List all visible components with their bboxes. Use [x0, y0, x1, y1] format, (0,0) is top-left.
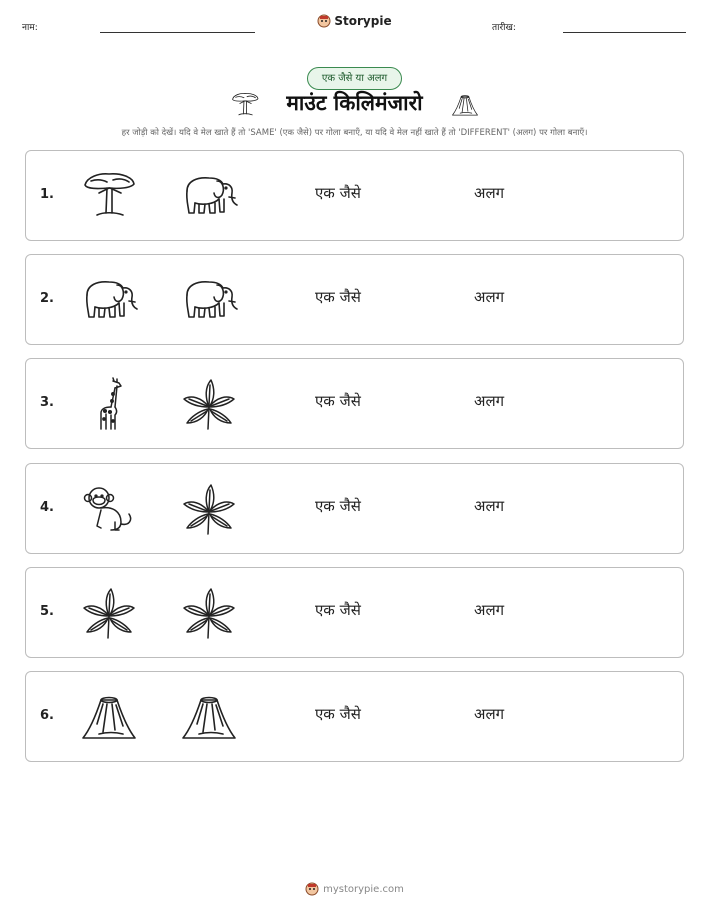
volcano-icon [179, 690, 239, 744]
footer [0, 882, 709, 896]
banana-plant-icon [79, 586, 139, 640]
volcano-icon [79, 690, 139, 744]
banana-plant-icon [179, 586, 239, 640]
different-option[interactable]: अलग [474, 497, 505, 515]
row-number: 4. [40, 500, 54, 515]
same-option[interactable]: एक जैसे [315, 497, 361, 515]
pair-row-3 [25, 358, 684, 449]
row-number: 5. [40, 604, 54, 619]
volcano-icon [450, 92, 480, 118]
same-option[interactable]: एक जैसे [315, 288, 361, 306]
elephant-icon [179, 169, 239, 223]
pair-row-6 [25, 671, 684, 762]
name-label: नाम: [22, 23, 38, 33]
instructions: हर जोड़ी को देखें। यदि वे मेल खाते हैं तो 'SAME' (एक जैसे) पर गोला बनाएँ, या यदि वे मेल नहीं खाते हैं तो 'DIFFERENT' (अलग) पर गोला बनाएँ। [121, 128, 588, 138]
acacia-tree-icon [79, 169, 139, 223]
pair-row-4 [25, 463, 684, 554]
topic-pill: एक जैसे या अलग [307, 67, 402, 90]
different-option[interactable]: अलग [474, 392, 505, 410]
row-number: 6. [40, 708, 54, 723]
date-line[interactable] [563, 32, 686, 33]
same-option[interactable]: एक जैसे [315, 601, 361, 619]
elephant-icon [179, 273, 239, 327]
different-option[interactable]: अलग [474, 601, 505, 619]
row-number: 1. [40, 187, 54, 202]
brand-logo [0, 14, 709, 28]
brand-name: Storypie [334, 14, 392, 28]
pair-row-1 [25, 150, 684, 241]
banana-plant-icon [179, 377, 239, 431]
name-line[interactable] [100, 32, 255, 33]
date-label: तारीख: [492, 23, 516, 33]
different-option[interactable]: अलग [474, 184, 505, 202]
page-title: माउंट किलिमंजारो [286, 91, 423, 115]
monkey-icon [79, 482, 139, 536]
giraffe-icon [79, 377, 139, 431]
storypie-mascot-icon [305, 882, 319, 896]
row-number: 3. [40, 395, 54, 410]
same-option[interactable]: एक जैसे [315, 705, 361, 723]
storypie-mascot-icon [317, 14, 331, 28]
row-number: 2. [40, 291, 54, 306]
same-option[interactable]: एक जैसे [315, 184, 361, 202]
different-option[interactable]: अलग [474, 288, 505, 306]
banana-plant-icon [179, 482, 239, 536]
different-option[interactable]: अलग [474, 705, 505, 723]
footer-url[interactable]: mystorypie.com [323, 884, 404, 895]
same-option[interactable]: एक जैसे [315, 392, 361, 410]
pair-row-5 [25, 567, 684, 658]
pair-row-2 [25, 254, 684, 345]
elephant-icon [79, 273, 139, 327]
